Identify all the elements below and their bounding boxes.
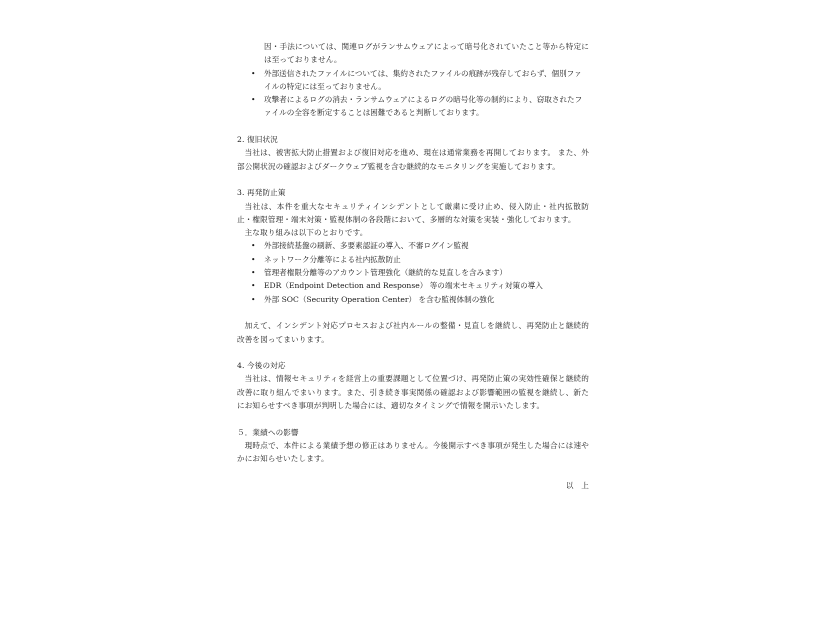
section-3-body: 当社は、本件を重大なセキュリティインシデントとして厳粛に受け止め、侵入防止・社内拡散防止・権限管理・端末対策・監視体制の各段階において、多層的な対策を実装・強化しております。 bbox=[237, 201, 589, 224]
section-3-lead: 主な取り組みは以下のとおりです。 bbox=[244, 228, 368, 238]
section-5-body: 現時点で、本件による業績予想の修正はありません。今後開示すべき事項が発生した場合には速やかにお知らせいたします。 bbox=[237, 440, 589, 464]
list-item: • 管理者権限分離等のアカウント管理強化（継続的な見直しを含みます） bbox=[237, 266, 589, 279]
intro-bullet-list bbox=[237, 67, 589, 120]
section-3-addition: 加えて、インシデント対応プロセスおよび社内ルールの整備・見直しを継続し、再発防止と継続的改善を図ってまいります。 bbox=[237, 321, 589, 344]
closing-mark: 以 上 bbox=[565, 480, 589, 490]
list-item: • ネットワーク分離等による社内拡散防止 bbox=[237, 253, 589, 266]
list-item: • 外部送信されたファイルについては、集約されたファイルの痕跡が残存しておらず、個別ファイルの特定には至っておりません。 bbox=[237, 67, 589, 94]
section-3-heading: 3. 再発防止策 bbox=[237, 188, 286, 198]
intro-continuation-text: 因・手法については、関連ログがランサムウェアによって暗号化されていたこと等から特定には至っておりません。 bbox=[264, 42, 589, 65]
section-2-body: 当社は、被害拡大防止措置および復旧対応を進め、現在は通常業務を再開しております。 また、外部公開状況の確認およびダークウェブ監視を含む継続的なモニタリングを実施しております。 bbox=[237, 148, 589, 171]
section-2-heading: 2. 復旧状況 bbox=[237, 135, 278, 145]
measures-list bbox=[237, 239, 589, 305]
intro-continuation bbox=[237, 40, 589, 67]
list-item: • EDR（Endpoint Detection and Response） 等の端末セキュリティ対策の導入 bbox=[237, 279, 589, 292]
section-4-heading: 4. 今後の対応 bbox=[237, 361, 286, 371]
list-item: • 攻撃者によるログの消去・ランサムウェアによるログの暗号化等の制約により、窃取されたファイルの全容を断定することは困難であると判断しております。 bbox=[237, 93, 589, 120]
section-4-body: 当社は、情報セキュリティを経営上の重要課題として位置づけ、再発防止策の実効性確保と継続的改善に取り組んでまいります。また、引き続き事実関係の確認および影響範囲の監視を継続し、新たにお知らせすべき事項が判明した場合には、適切なタイミングで情報を開示いたします。 bbox=[237, 374, 589, 411]
list-item: • 外部接続基盤の刷新、多要素認証の導入、不審ログイン監視 bbox=[237, 239, 589, 252]
document-page bbox=[237, 40, 589, 492]
section-5-heading: ５．業績への影響 bbox=[237, 427, 299, 437]
list-item: • 外部 SOC（Security Operation Center） を含む監視体制の強化 bbox=[237, 293, 589, 306]
